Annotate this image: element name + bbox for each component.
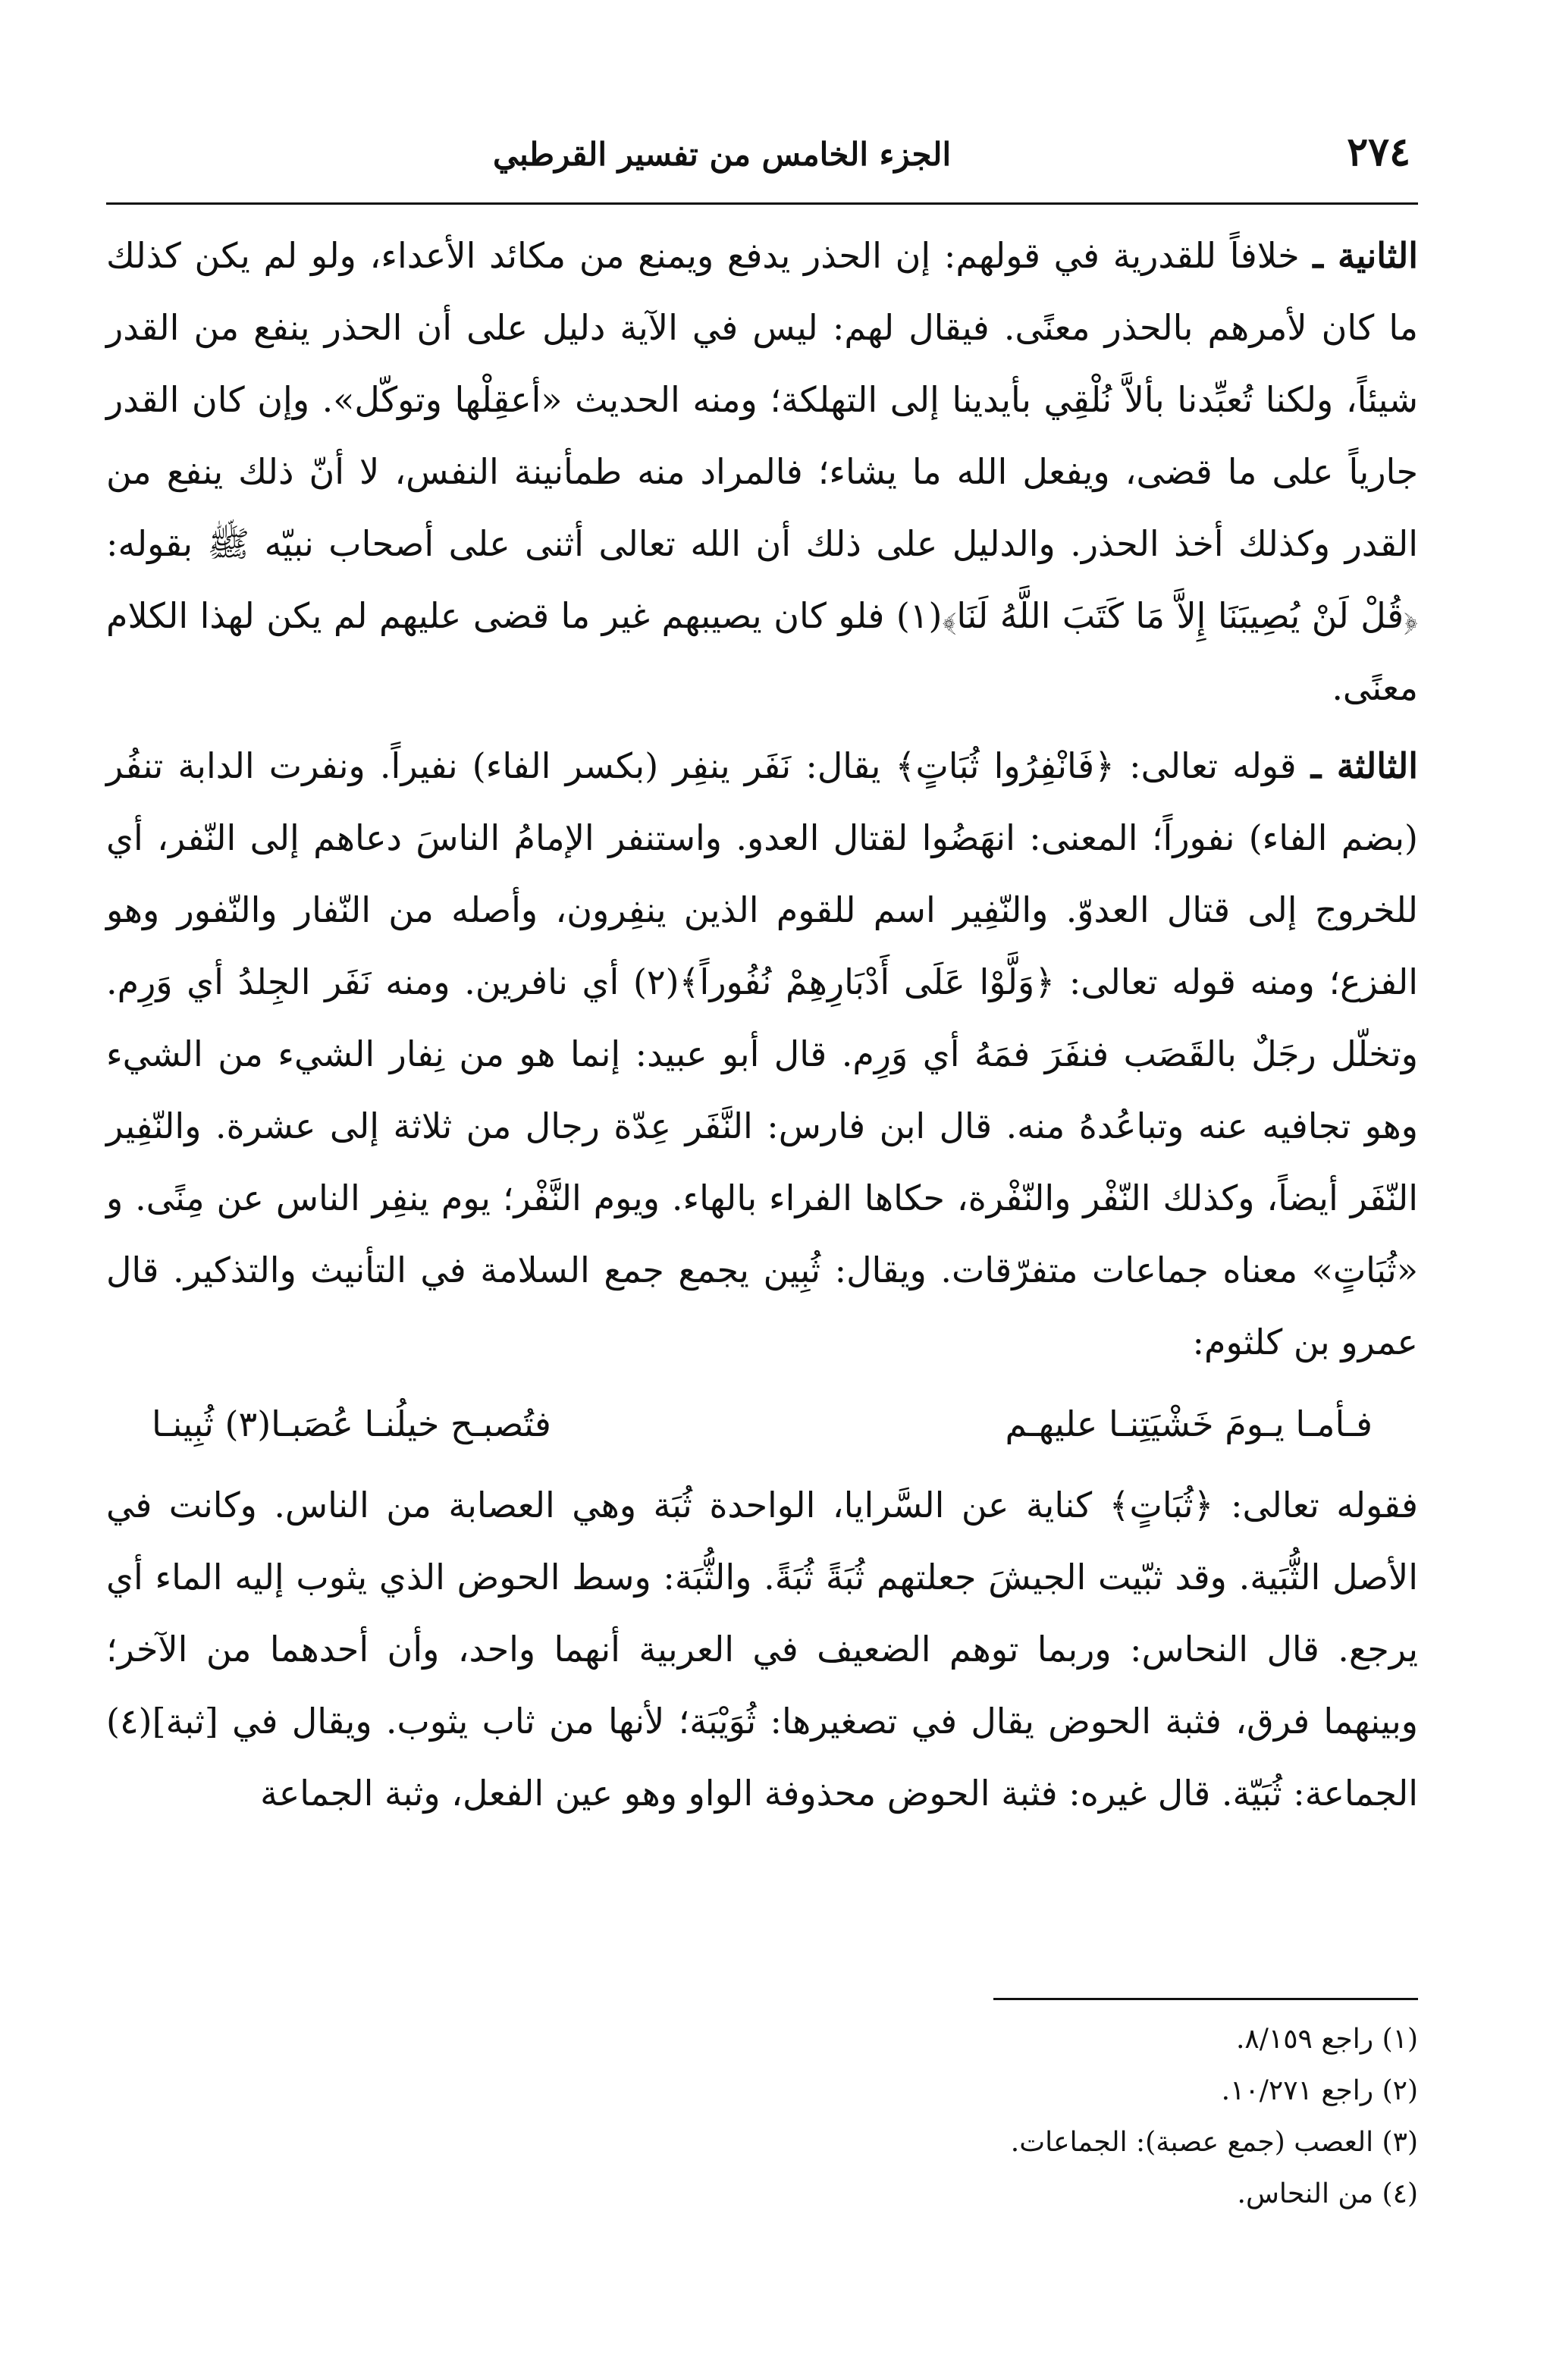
page-body — [106, 220, 1418, 1830]
poem-left-hemistich: فتُصبـح خيلُنـا عُصَبـا(٣) ثُبِينـا — [152, 1403, 551, 1444]
book-page — [106, 129, 1419, 2209]
paragraph-second-issue — [106, 220, 1418, 724]
footnote: (٤) من النحاس. — [1237, 2178, 1418, 2209]
footnote: (٣) العصب (جمع عصبة): الجماعات. — [1010, 2127, 1418, 2158]
paragraph-lead: الثانية ـ — [1313, 235, 1418, 276]
poem-right-hemistich: فـأمـا يـومَ خَشْيَتِنـا عليهـم — [1005, 1403, 1373, 1444]
page-number: ٢٧٤ — [1347, 129, 1410, 175]
paragraph-after-poem: فقوله تعالى: ﴿ثُبَاتٍ﴾ كناية عن السَّرايا، الواحدة ثُبَة وهي العصابة من الناس. وكانت في الأصل الثُّبَية. وقد ثبّيت الجيشَ جعلتهم ثُبَةً ثُبَةً. والثُّبَة: وسط الحوض الذي يثوب إليه الماء أي يرجع. قال النحاس: وربما توهم الضعيف في العربية أنهما واحد، وأن أحدهما من الآخر؛ وبينهما فرق، فثبة الحوض يقال في تصغيرها: ثُوَيْبَة؛ لأنها من ثاب يثوب. ويقال في [ثبة](٤) الجماعة: ثُبَيّة. قال غيره: فثبة الحوض محذوفة الواو وهو عين الفعل، وثبة الجماعة — [106, 1485, 1418, 1814]
paragraph-text: خلافاً للقدرية في قولهم: إن الحذر يدفع ويمنع من مكائد الأعداء، ولو لم يكن كذلك ما كان لأمرهم بالحذر معنًى. فيقال لهم: ليس في الآية دليل على أن الحذر ينفع من القدر شيئاً، ولكنا تُعبِّدنا بألاَّ نُلْقِي بأيدينا إلى التهلكة؛ ومنه الحديث «أعقِلْها وتوكّل». وإن كان القدر جارياً على ما قضى، ويفعل الله ما يشاء؛ فالمراد منه طمأنينة النفس، لا أنّ ذلك ينفع من القدر وكذلك أخذ الحذر. والدليل على ذلك أن الله تعالى أثنى على أصحاب نبيّه ﷺ بقوله: ﴿قُلْ لَنْ يُصِيبَنَا إِلاَّ مَا كَتَبَ اللَّهُ لَنَا﴾(١) فلو كان يصيبهم غير ما قضى عليهم لم يكن لهذا الكلام معنًى. — [106, 235, 1418, 708]
paragraph-third-issue — [106, 730, 1418, 1378]
footnotes — [993, 1998, 1418, 2220]
paragraph-text: قوله تعالى: ﴿فَانْفِرُوا ثُبَاتٍ﴾ يقال: نَفَر ينفِر (بكسر الفاء) نفيراً. ونفرت الدابة تنفُر (بضم الفاء) نفوراً؛ المعنى: انهَضُوا لقتال العدو. واستنفر الإمامُ الناسَ دعاهم إلى النّفر، أي للخروج إلى قتال العدوّ. والنّفِير اسم للقوم الذين ينفِرون، وأصله من النّفار والنّفور وهو الفزع؛ ومنه قوله تعالى: ﴿وَلَّوْا عَلَى أَدْبَارِهِمْ نُفُوراً﴾(٢) أي نافرين. ومنه نَفَر الجِلدُ أي وَرِم. وتخلّل رجَلٌ بالقَصَب فنفَرَ فمَهُ أي وَرِم. قال أبو عبيد: إنما هو من نِفار الشيء من الشيء وهو تجافيه عنه وتباعُدهُ منه. قال ابن فارس: النَّفَر عِدّة رجال من ثلاثة إلى عشرة. والنّفِير النّفَر أيضاً، وكذلك النّفْر والنّفْرة، حكاها الفراء بالهاء. ويوم النَّفْر؛ يوم ينفِر الناس عن مِنًى. و «ثُبَاتٍ» معناه جماعات متفرّقات. ويقال: ثُبِين يجمع جمع السلامة في التأنيث والتذكير. قال عمرو بن كلثوم: — [106, 745, 1419, 1362]
page-header — [106, 129, 1418, 205]
footnote: (٢) راجع ١٠/٢٧١. — [1221, 2075, 1418, 2106]
poem-verse — [106, 1386, 1418, 1462]
footnote: (١) راجع ٨/١٥٩. — [1235, 2024, 1418, 2055]
running-title: الجزء الخامس من تفسير القرطبي — [493, 136, 952, 173]
paragraph-lead: الثالثة ـ — [1310, 745, 1418, 786]
